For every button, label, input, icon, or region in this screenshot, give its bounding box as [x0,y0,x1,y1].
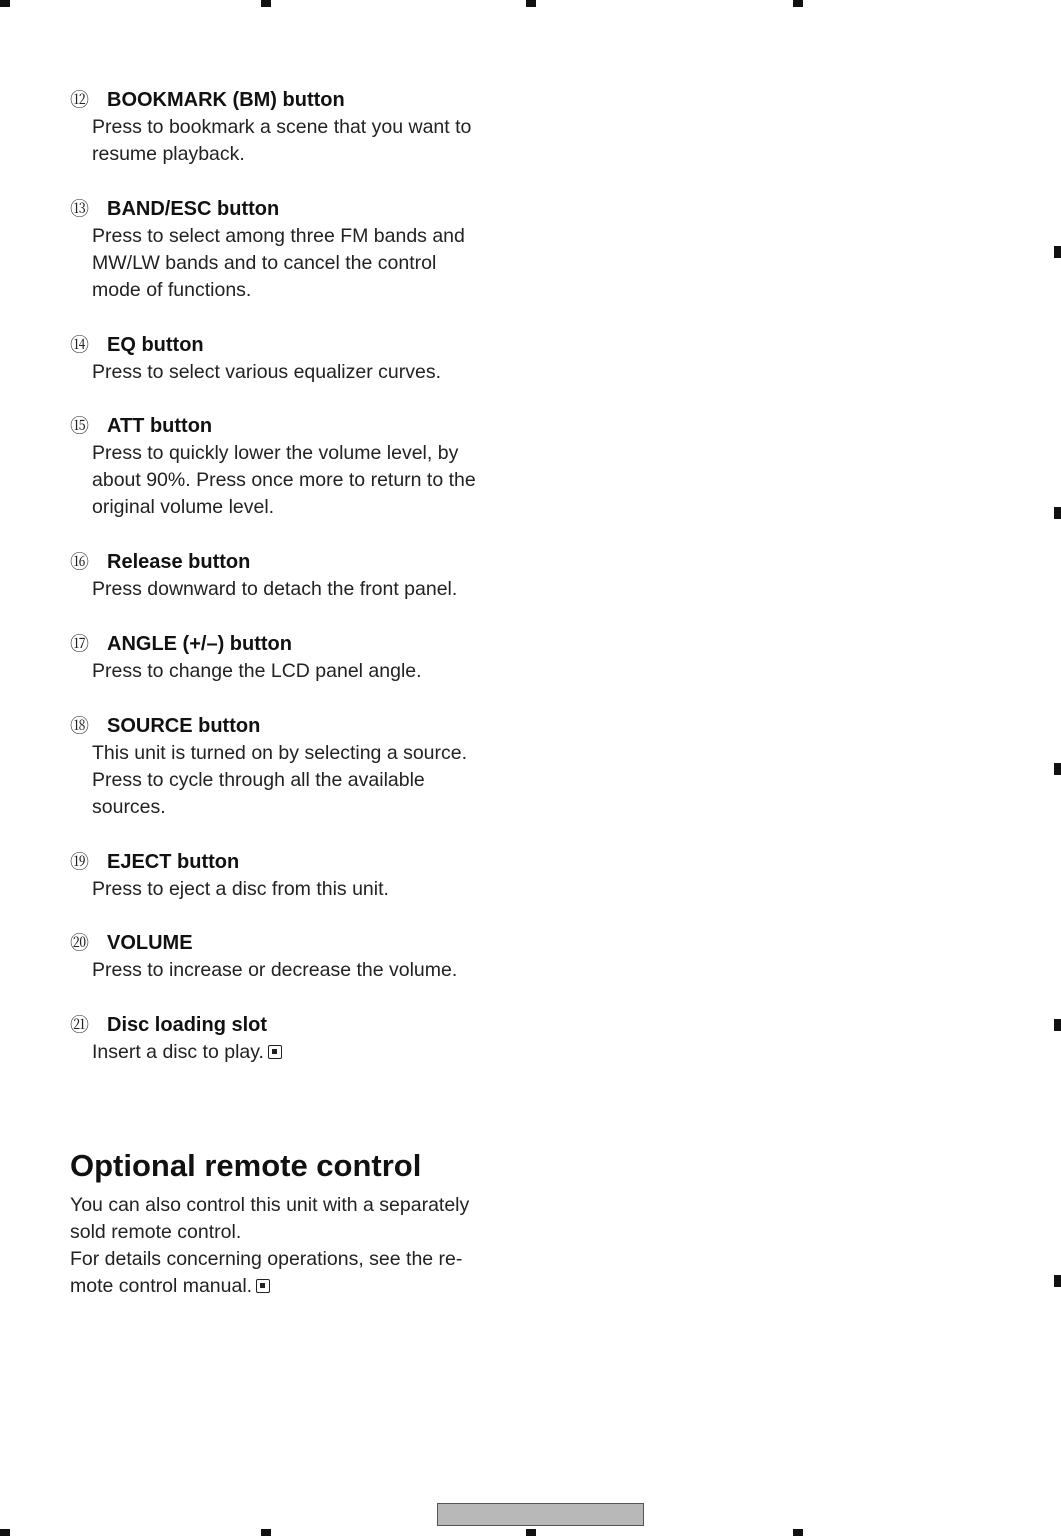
item-number: ⑯ [70,551,90,573]
item-title: SOURCE button [107,715,261,737]
crop-mark [1054,1275,1061,1287]
item-description: Press downward to detach the front panel. [92,578,458,600]
item-description: Press to change the LCD panel angle. [92,660,422,682]
item-description-wrap [92,1039,530,1066]
item-description: Press to quickly lower the volume level, by about 90%. Press once more to return to the original volume level. [92,442,476,518]
list-item-eject [70,849,530,903]
item-number: ㉑ [70,1014,90,1036]
list-item-volume [70,930,530,984]
list-item-bookmark [70,87,530,168]
section-body: You can also control this unit with a separately sold remote control. For details concerning operations, see the re- mote control manual. [70,1194,470,1297]
section-body-wrap [70,1192,530,1300]
item-number: ⑮ [70,415,90,437]
item-description: Press to increase or decrease the volume. [92,959,458,981]
item-title: BOOKMARK (BM) button [107,89,345,111]
crop-mark [0,0,10,7]
crop-mark [793,1529,803,1536]
section-end-icon [268,1045,282,1059]
item-number: ⑬ [70,198,90,220]
crop-mark [261,1529,271,1536]
crop-mark [0,1529,10,1536]
item-number: ⑫ [70,89,90,111]
item-title: BAND/ESC button [107,198,280,220]
section-end-icon [256,1279,270,1293]
crop-mark [1054,763,1061,775]
item-number: ⑭ [70,334,90,356]
item-description: Press to select various equalizer curves. [92,361,441,383]
list-item-band-esc [70,196,530,304]
section-heading: Optional remote control [70,1148,422,1183]
crop-mark [1054,1019,1061,1031]
crop-mark [1054,507,1061,519]
item-number: ⑱ [70,715,90,737]
crop-mark [1054,246,1061,258]
item-title: ATT button [107,415,213,437]
list-item-eq [70,332,530,386]
crop-mark [261,0,271,7]
list-item-source [70,713,530,821]
list-item-angle [70,631,530,685]
item-title: VOLUME [107,932,193,954]
item-title: EQ button [107,334,204,356]
item-title: Release button [107,551,251,573]
item-number: ⑳ [70,932,90,954]
item-number: ⑰ [70,633,90,655]
item-description: Insert a disc to play. [92,1041,264,1063]
list-item-release [70,549,530,603]
list-item-disc-slot [70,1012,530,1066]
item-title: EJECT button [107,851,240,873]
item-description: Press to bookmark a scene that you want to resume playback. [92,116,472,165]
item-description: Press to select among three FM bands and MW/LW bands and to cancel the control mode of functions. [92,225,465,301]
item-title: ANGLE (+/–) button [107,633,292,655]
page-number-box [437,1503,644,1526]
item-description: Press to eject a disc from this unit. [92,878,389,900]
item-title: Disc loading slot [107,1014,268,1036]
crop-mark [526,1529,536,1536]
item-number: ⑲ [70,851,90,873]
crop-mark [793,0,803,7]
crop-mark [526,0,536,7]
list-item-att [70,413,530,521]
item-description: This unit is turned on by selecting a source. Press to cycle through all the available sources. [92,742,468,818]
